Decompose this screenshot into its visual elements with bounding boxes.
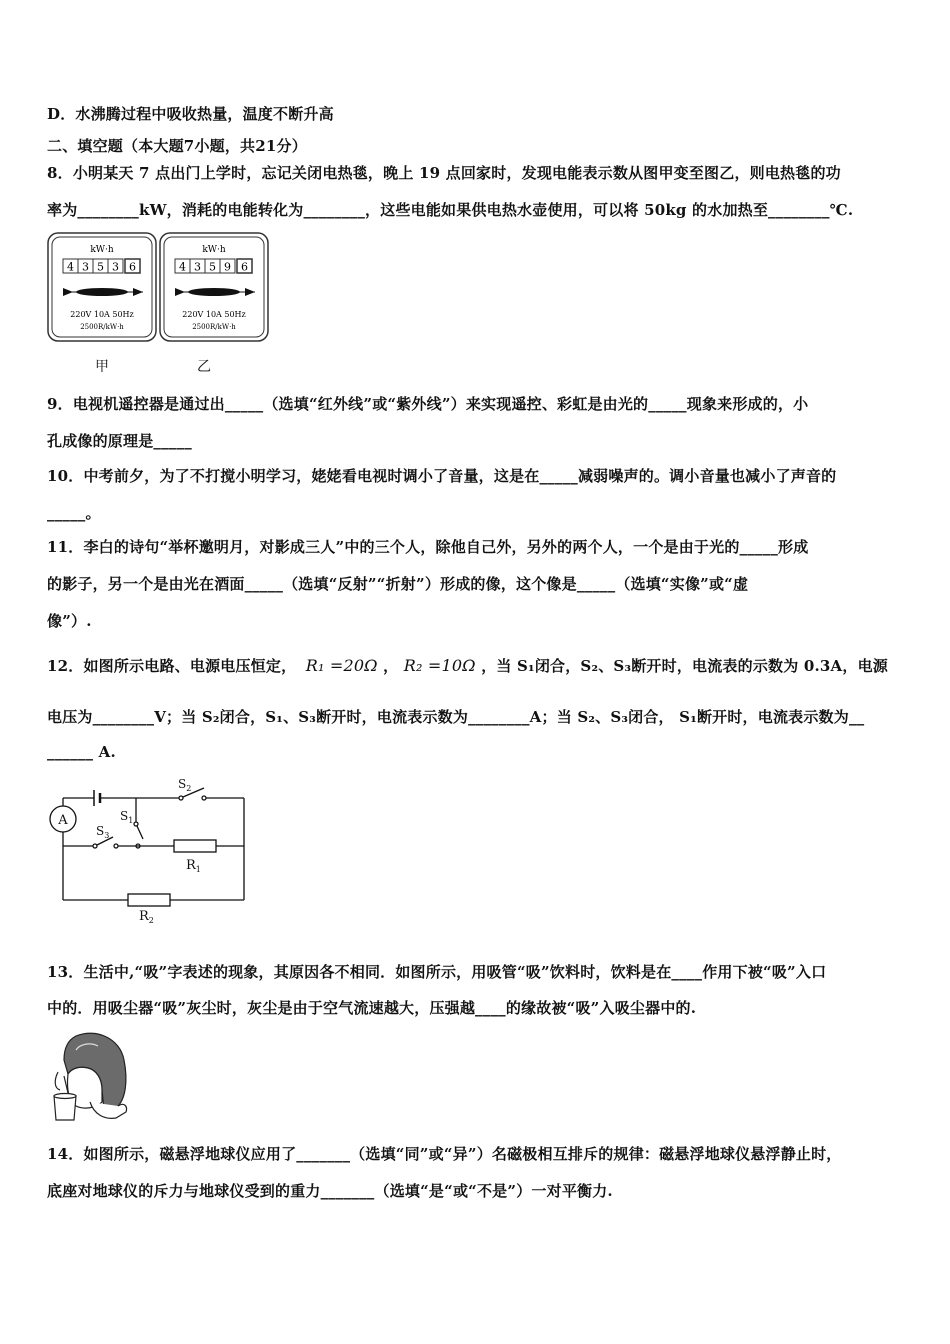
svg-text:6: 6 <box>241 260 248 274</box>
section-heading: 二、填空题（本大题7小题，共21分） <box>47 137 307 155</box>
q12-line1 <box>47 655 888 676</box>
q14-line2: 底座对地球仪的斥力与地球仪受到的重力_______（选填“是“或“不是”）一对平衡力. <box>47 1182 613 1200</box>
meter-label-yi: 乙 <box>197 359 211 375</box>
meter-yi-unit: kW·h <box>202 245 226 255</box>
svg-text:3: 3 <box>82 260 89 274</box>
q8-line2: 率为________kW，消耗的电能转化为________，这些电能如果供电热水壶使用，可以将 50kg 的水加热至________℃. <box>47 201 854 219</box>
svg-text:4: 4 <box>179 260 186 274</box>
svg-text:5: 5 <box>209 260 216 274</box>
meter-yi-digits <box>175 259 252 274</box>
meter-yi-rate: 2500R/kW·h <box>192 323 236 331</box>
q9-line1: 9．电视机遥控器是通过出_____（选填“红外线”或“紫外线”）来实现遥控、彩虹是由光的_____现象来形成的，小 <box>47 395 809 413</box>
meter-jia-disc <box>63 288 143 296</box>
q13-line2: 中的．用吸尘器“吸”灰尘时，灰尘是由于空气流速越大，压强越____的缘故被“吸”入吸尘器中的. <box>47 999 697 1017</box>
meter-figures <box>47 232 277 348</box>
q10-line1: 10．中考前夕，为了不打搅小明学习，姥姥看电视时调小了音量，这是在_____减弱噪声的。调小音量也减小了声音的 <box>47 467 837 485</box>
q13-line1: 13．生活中,“吸”字表述的现象，其原因各不相同．如图所示，用吸管“吸”饮料时，饮料是在____作用下被“吸”入口 <box>47 963 827 981</box>
r2-label: $R_2$ <box>139 909 154 925</box>
q11-line1: 11．李白的诗句“举杯邀明月，对影成三人”中的三个人，除他自己外，另外的两个人，一个是由于光的_____形成 <box>47 538 809 556</box>
circuit-diagram <box>46 772 256 932</box>
svg-text:4: 4 <box>67 260 74 274</box>
q9-line2: 孔成像的原理是_____ <box>47 432 192 450</box>
meter-yi <box>160 233 268 341</box>
q12-rest: ，当 S₁闭合，S₂、S₃断开时，电流表的示数为 0.3A，电源 <box>481 657 888 675</box>
q12-line2: 电压为________V；当 S₂闭合，S₁、S₃断开时，电流表示数为________A；当 S₂、S₃闭合， S₁断开时，电流表示数为__ <box>47 708 865 726</box>
formula-sep: ， <box>383 657 399 675</box>
meter-yi-disc <box>175 288 255 296</box>
q8-line1: 8．小明某天 7 点出门上学时，忘记关闭电热毯，晚上 19 点回家时，发现电能表示数从图甲变至图乙，则电热毯的功 <box>47 164 841 182</box>
meter-jia <box>48 233 156 341</box>
q12-intro: 12．如图所示电路、电源电压恒定， <box>47 657 297 675</box>
q11-line2: 的影子，另一个是由光在酒面_____（选填“反射”“折射”）形成的像，这个像是_____（选填“实像”或“虚 <box>47 575 749 593</box>
svg-text:5: 5 <box>97 260 104 274</box>
s1-label: $S_1$ <box>120 809 134 825</box>
meter-diagram <box>47 232 277 344</box>
formula-r2: R₂ =10Ω <box>403 656 476 675</box>
svg-text:9: 9 <box>224 260 231 274</box>
q10-line2: _____。 <box>47 504 101 522</box>
r1-label: $R_1$ <box>186 858 201 874</box>
ammeter-label: A <box>58 813 68 828</box>
girl-drinking-illustration <box>46 1030 130 1125</box>
q11-line3: 像”）. <box>47 612 92 630</box>
meter-jia-rate: 2500R/kW·h <box>80 323 124 331</box>
meter-jia-unit: kW·h <box>90 245 114 255</box>
formula-r1: R₁ =20Ω <box>305 656 378 675</box>
meter-label-jia: 甲 <box>95 359 109 375</box>
q14-line1: 14．如图所示，磁悬浮地球仪应用了_______（选填“同”或“异”）名磁极相互排斥的规律：磁悬浮地球仪悬浮静止时， <box>47 1145 842 1163</box>
q12-line3: ______ A. <box>47 743 116 761</box>
option-d: D．水沸腾过程中吸收热量，温度不断升高 <box>47 105 334 123</box>
meter-jia-digits <box>63 259 140 274</box>
s2-label: $S_2$ <box>178 777 192 793</box>
meter-jia-spec: 220V 10A 50Hz <box>70 310 134 319</box>
s3-label: $S_3$ <box>96 824 110 840</box>
svg-text:3: 3 <box>112 260 119 274</box>
svg-text:3: 3 <box>194 260 201 274</box>
svg-text:6: 6 <box>129 260 136 274</box>
meter-yi-spec: 220V 10A 50Hz <box>182 310 246 319</box>
